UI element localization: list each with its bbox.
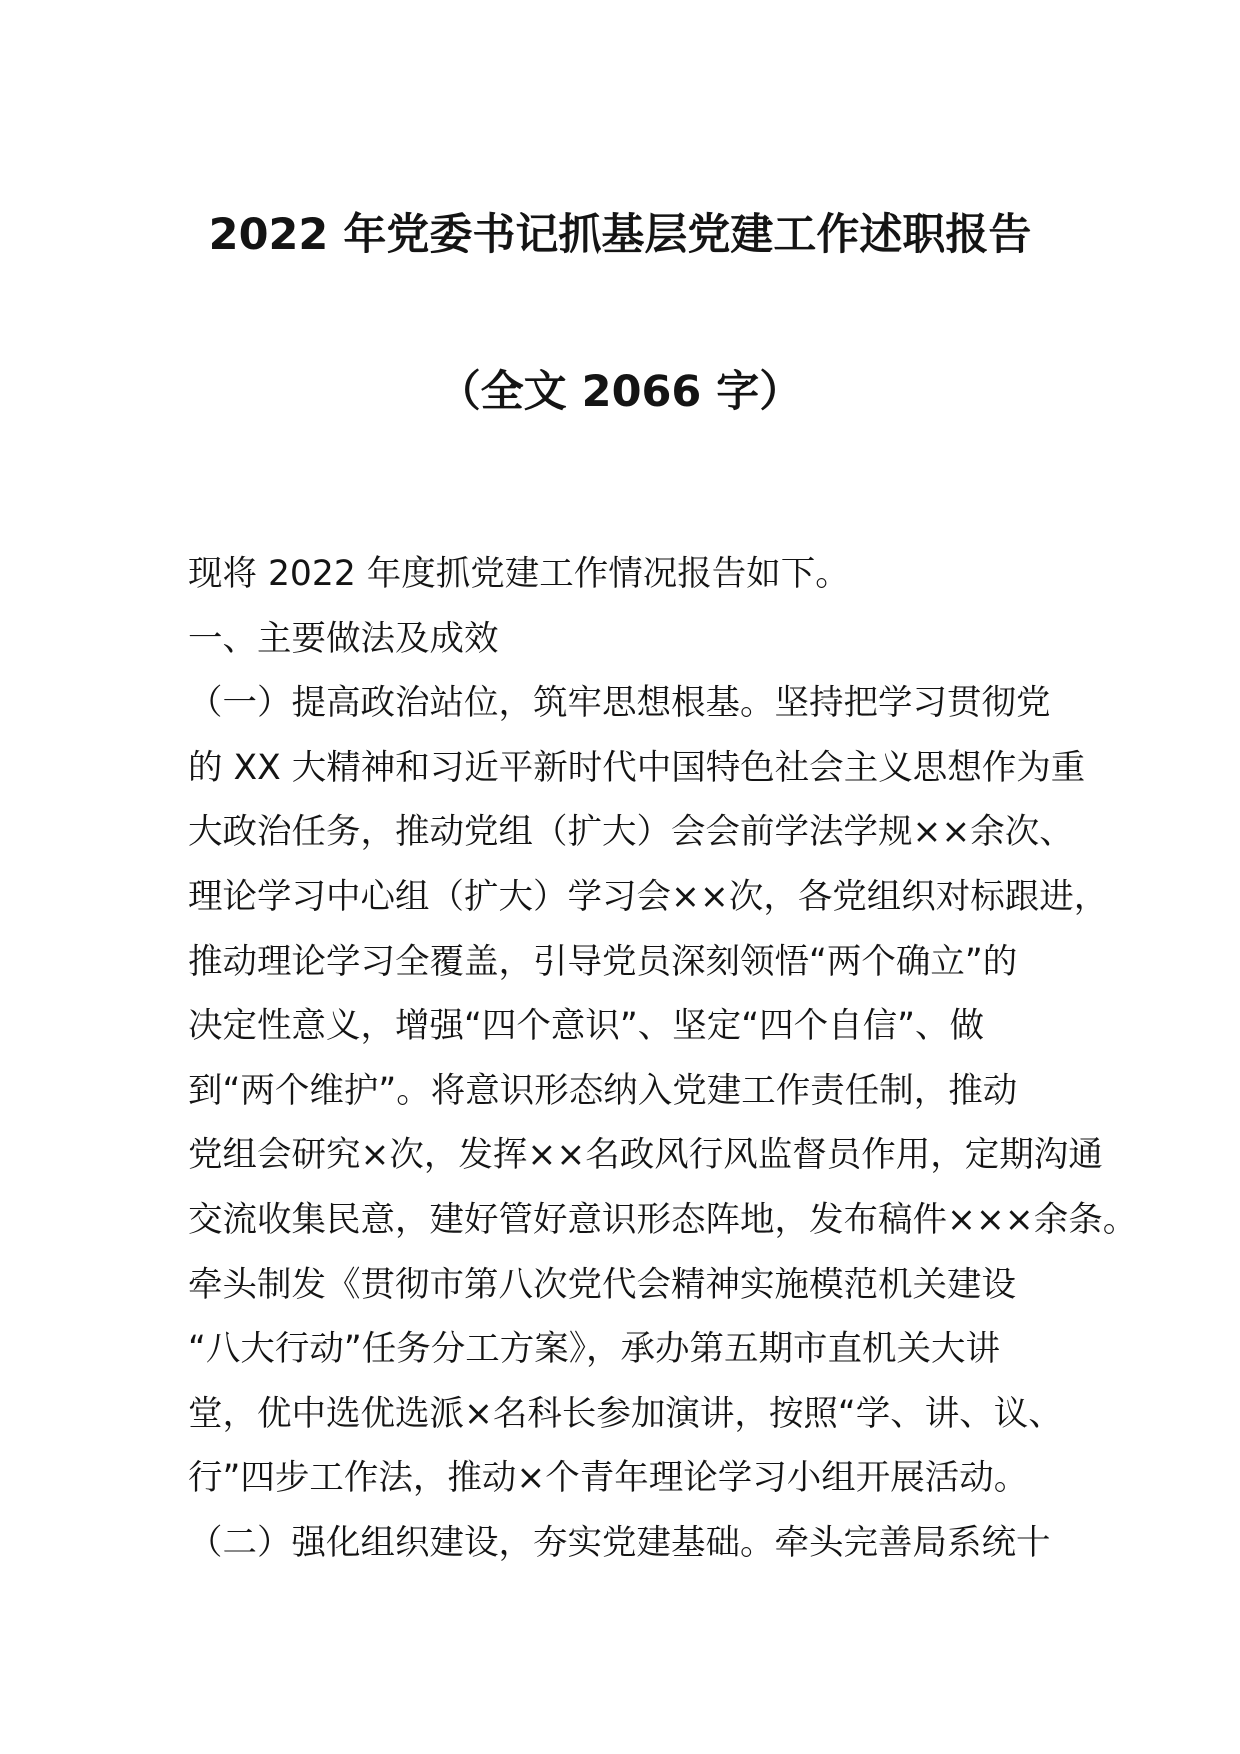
body-line: 交流收集民意，建好管好意识形态阵地，发布稿件×××余条。 (188, 1199, 1138, 1240)
body-line: 的 XX 大精神和习近平新时代中国特色社会主义思想作为重 (188, 747, 1086, 788)
body-line: 理论学习中心组（扩大）学习会××次，各党组织对标跟进， (188, 876, 1109, 917)
body-line: 党组会研究×次，发挥××名政风行风监督员作用，定期沟通 (188, 1135, 1103, 1176)
section-heading: 一、主要做法及成效 (188, 618, 499, 659)
body-line: 现将 2022 年度抓党建工作情况报告如下。 (188, 554, 850, 594)
body-line: 推动理论学习全覆盖，引导党员深刻领悟“两个确立”的 (188, 941, 1018, 982)
document-body (188, 542, 1188, 1576)
body-line: （二）强化组织建设，夯实党建基础。牵头完善局系统十 (188, 1522, 1051, 1563)
body-line: 行”四步工作法，推动×个青年理论学习小组开展活动。 (188, 1458, 1029, 1499)
body-line: 大政治任务，推动党组（扩大）会会前学法学规××余次、 (188, 812, 1074, 853)
body-line: 牵头制发《贯彻市第八次党代会精神实施模范机关建设 (188, 1264, 1016, 1305)
body-line: “八大行动”任务分工方案》，承办第五期市直机关大讲 (188, 1329, 1000, 1370)
body-line: 堂，优中选优选派×名科长参加演讲，按照“学、讲、议、 (188, 1393, 1063, 1434)
document-subtitle: （全文 2066 字） (437, 367, 803, 417)
document-title: 2022 年党委书记抓基层党建工作述职报告 (208, 210, 1032, 260)
body-line: （一）提高政治站位，筑牢思想根基。坚持把学习贯彻党 (188, 683, 1051, 724)
body-line: 决定性意义，增强“四个意识”、坚定“四个自信”、做 (188, 1006, 984, 1047)
body-line: 到“两个维护”。将意识形态纳入党建工作责任制，推动 (188, 1070, 1018, 1111)
